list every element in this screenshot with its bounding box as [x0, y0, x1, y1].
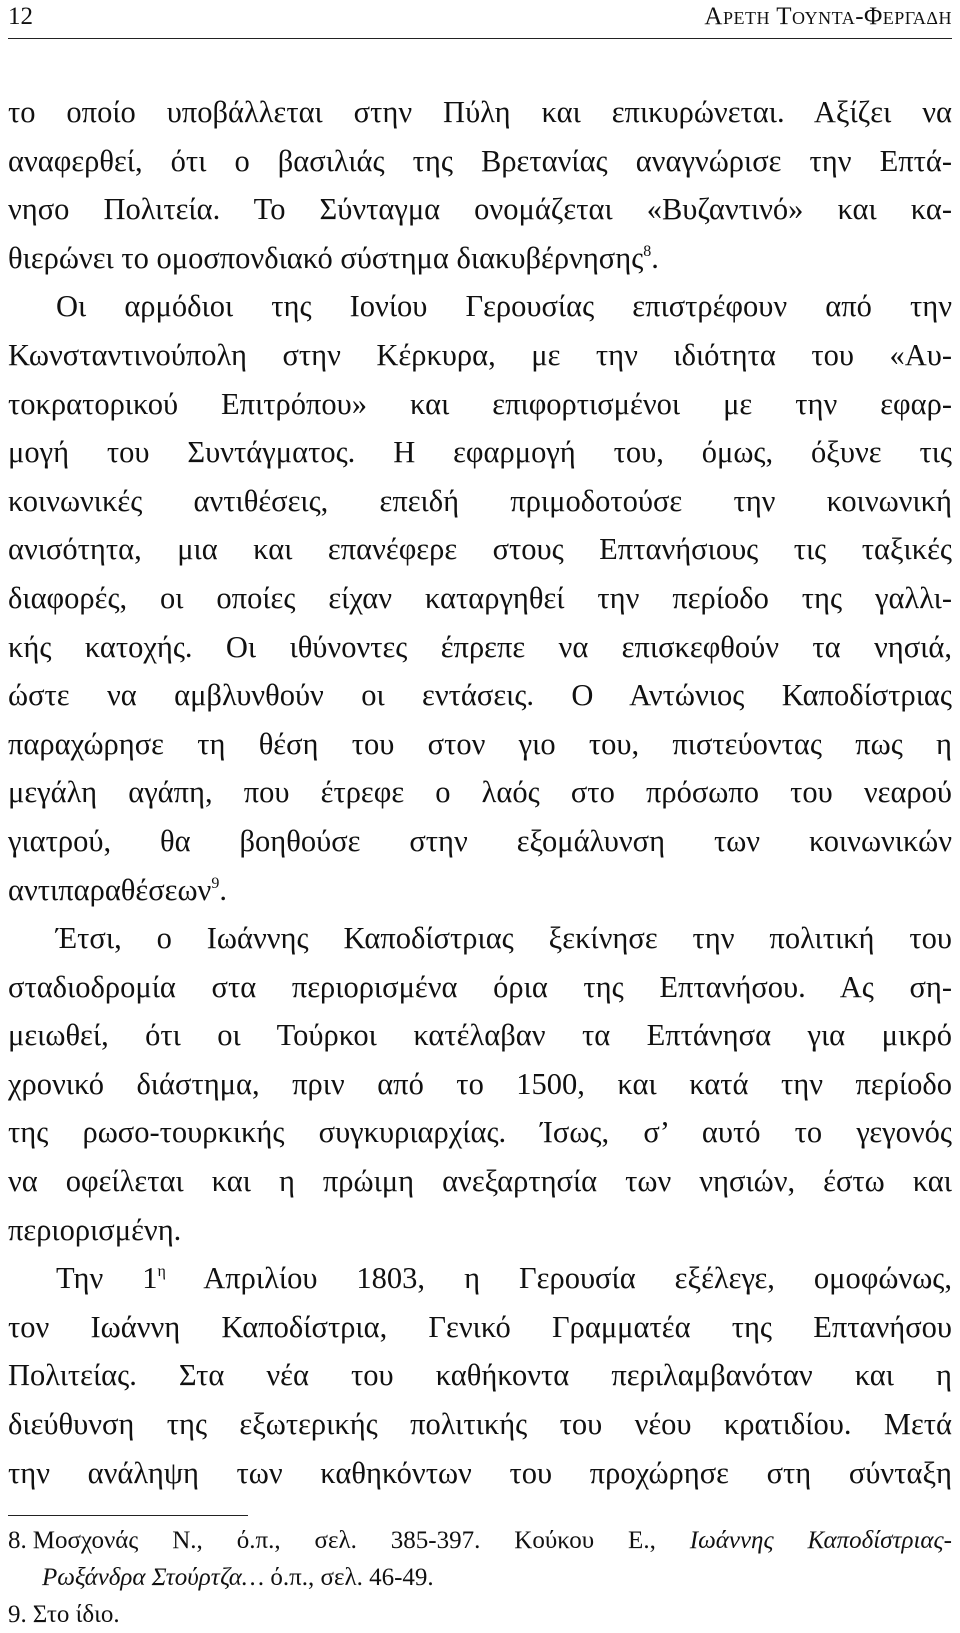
- ordinal-superscript: η: [157, 1263, 166, 1281]
- body-line: χρονικό διάστημα, πριν από το 1500, και κατά την περίοδο: [8, 1066, 952, 1101]
- footnotes: [8, 1522, 952, 1633]
- footnote-8: 8. Μοσχονάς Ν., ό.π., σελ. 385-397. Κούκου Ε., Ιωάννης Καποδίστριας-: [8, 1527, 952, 1554]
- body-line: της ρωσο-τουρκικής συγκυριαρχίας. Ίσως, σ’ αυτό το γεγονός: [8, 1115, 952, 1150]
- body-line: Πολιτείας. Στα νέα του καθήκοντα περιλαμβανόταν και η: [8, 1358, 952, 1393]
- page-number: 12: [8, 3, 33, 30]
- body-line: παραχώρησε τη θέση του στον γιο του, πιστεύοντας πως η: [8, 726, 952, 761]
- body-text: [8, 88, 952, 1497]
- footnote-ref-8[interactable]: 8: [643, 242, 652, 260]
- document-page: [8, 0, 952, 1628]
- footnote-ref-9[interactable]: 9: [211, 874, 220, 892]
- body-line: ανισότητα, μια και επανέφερε στους Επτανήσιους τις ταξικές: [8, 532, 952, 567]
- body-line: διεύθυνση της εξωτερικής πολιτικής του νέου κρατιδίου. Μετά: [8, 1407, 952, 1442]
- body-line: τον Ιωάννη Καποδίστρια, Γενικό Γραμματέα της Επτανήσου: [8, 1309, 952, 1344]
- running-header: [8, 0, 952, 39]
- footnote-number: 8.: [8, 1527, 27, 1554]
- running-title: Αρετη Τουντα-Φεργαδη: [704, 3, 952, 30]
- body-line: γιατρού, θα βοηθούσε στην εξομάλυνση των κοινωνικών: [8, 823, 952, 858]
- body-line: σταδιοδρομία στα περιορισμένα όρια της Επτανήσου. Ας ση-: [8, 969, 952, 1004]
- footnote-divider: [8, 1515, 248, 1516]
- body-line: αντιπαραθέσεων$^9$.: [8, 872, 227, 907]
- body-line: κής κατοχής. Οι ιθύνοντες έπρεπε να επισκεφθούν τα νησιά,: [8, 629, 952, 664]
- body-line: μογή του Συντάγματος. Η εφαρμογή του, όμως, όξυνε τις: [8, 435, 952, 470]
- paragraph-start: Την $1^\eta$ Απριλίου 1803, η Γερουσία εξέλεγε, ομοφώνως,: [56, 1261, 952, 1296]
- body-line: Κωνσταντινούπολη στην Κέρκυρα, με την ιδιότητα του «Αυ-: [8, 337, 952, 372]
- body-line: περιορισμένη.: [8, 1212, 182, 1247]
- footnote-8-continued: Ρωξάνδρα Στούρτζα… ό.π., σελ. 46-49.: [42, 1564, 434, 1591]
- body-line: νησο Πολιτεία. Το Σύνταγμα ονομάζεται «Βυζαντινό» και κα-: [8, 192, 952, 227]
- body-line: το οποίο υποβάλλεται στην Πύλη και επικυρώνεται. Αξίζει να: [8, 95, 952, 129]
- body-line: αναφερθεί, ότι ο βασιλιάς της Βρετανίας αναγνώρισε την Επτά-: [8, 143, 952, 178]
- body-line: κοινωνικές αντιθέσεις, επειδή πριμοδοτούσε την κοινωνική: [8, 483, 952, 518]
- body-line: μειωθεί, ότι οι Τούρκοι κατέλαβαν τα Επτάνησα για μικρό: [8, 1018, 952, 1053]
- paragraph-start: Έτσι, ο Ιωάννης Καποδίστριας ξεκίνησε την πολιτική του: [56, 921, 952, 956]
- paragraph-start: Οι αρμόδιοι της Ιονίου Γερουσίας επιστρέφουν από την: [56, 289, 952, 324]
- body-line: την ανάληψη των καθηκόντων του προχώρησε στη σύνταξη: [8, 1455, 952, 1490]
- footnote-number: 9.: [8, 1601, 27, 1628]
- footnote-9: 9. Στο ίδιο.: [8, 1601, 120, 1628]
- body-line: τοκρατορικού Επιτρόπου» και επιφορτισμένοι με την εφαρ-: [8, 386, 952, 421]
- body-line: μεγάλη αγάπη, που έτρεφε ο λαός στο πρόσωπο του νεαρού: [8, 775, 952, 810]
- body-line: θιερώνει το ομοσπονδιακό σύστημα διακυβέρνησης$^8$.: [8, 240, 659, 275]
- body-line: να οφείλεται και η πρώιμη ανεξαρτησία των νησιών, έστω και: [8, 1164, 952, 1199]
- body-line: ώστε να αμβλυνθούν οι εντάσεις. Ο Αντώνιος Καποδίστριας: [8, 678, 952, 713]
- body-line: διαφορές, οι οποίες είχαν καταργηθεί την περίοδο της γαλλι-: [8, 580, 952, 615]
